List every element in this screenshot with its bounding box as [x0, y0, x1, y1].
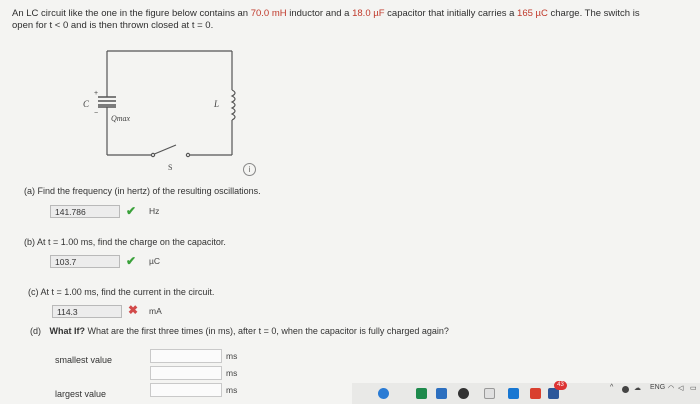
wifi-icon[interactable]: ◠	[668, 385, 675, 392]
time-input-2[interactable]	[150, 366, 222, 380]
app-icon[interactable]	[530, 388, 541, 399]
part-c-unit: mA	[149, 306, 162, 316]
problem-text: inductor and a	[289, 8, 350, 19]
time-unit-2: ms	[226, 368, 238, 378]
what-if-label: What If?	[49, 326, 86, 336]
problem-statement	[12, 8, 692, 32]
app-icon[interactable]	[458, 388, 469, 399]
part-c-answer-field[interactable]: 114.3	[52, 305, 122, 318]
part-b-question: (b) At t = 1.00 ms, find the charge on the capacitor.	[24, 237, 226, 247]
part-b-answer-field[interactable]: 103.7	[50, 255, 120, 268]
taskbar	[352, 383, 700, 404]
qmax-label: Qmax	[111, 114, 131, 123]
check-icon: ✔	[126, 254, 137, 268]
part-a-question: (a) Find the frequency (in hertz) of the resulting oscillations.	[24, 186, 261, 196]
minus-sign: −	[94, 110, 99, 117]
inductor-label: L	[214, 99, 220, 109]
switch-label: S	[168, 163, 173, 172]
chevron-up-icon[interactable]: ^	[610, 384, 614, 391]
largest-value-label: largest value	[55, 389, 107, 399]
part-b-unit: µC	[149, 256, 161, 266]
charge-value: 165 µC	[517, 8, 548, 19]
part-a-unit: Hz	[149, 206, 160, 216]
time-unit-1: ms	[226, 351, 238, 361]
capacitor-label: C	[83, 99, 90, 109]
cross-icon: ✖	[128, 303, 139, 317]
battery-icon[interactable]: ▭	[690, 385, 697, 392]
capacitance-value: 18.0 µF	[352, 8, 385, 19]
language-indicator[interactable]: ENG	[650, 384, 666, 391]
part-d-prefix: (d)	[30, 326, 41, 336]
problem-text: capacitor that initially carries a	[387, 8, 515, 19]
notification-badge: 43	[554, 381, 567, 390]
part-d-text: What are the first three times (in ms), after t = 0, when the capacitor is fully charged again?	[85, 326, 449, 336]
app-icon[interactable]	[378, 388, 389, 399]
inductance-value: 70.0 mH	[250, 8, 287, 19]
part-a-answer-field[interactable]: 141.786	[50, 205, 120, 218]
info-icon[interactable]: i	[243, 163, 256, 176]
problem-text-line2: open for t < 0 and is then thrown closed at t = 0.	[12, 20, 214, 31]
tray-app-icon[interactable]	[622, 386, 629, 393]
volume-icon[interactable]: ◁	[678, 385, 684, 392]
time-input-3[interactable]	[150, 383, 222, 397]
problem-text: charge. The switch is	[550, 8, 640, 19]
app-icon[interactable]	[508, 388, 519, 399]
problem-text: An LC circuit like the one in the figure below contains an	[12, 8, 249, 19]
lc-circuit-figure	[80, 45, 270, 175]
app-icon[interactable]	[484, 388, 495, 399]
part-d-question	[30, 326, 449, 336]
time-unit-3: ms	[226, 385, 238, 395]
time-input-1[interactable]	[150, 349, 222, 363]
plus-sign: +	[94, 90, 99, 97]
app-icon[interactable]	[416, 388, 427, 399]
app-icon[interactable]	[436, 388, 447, 399]
part-c-question: (c) At t = 1.00 ms, find the current in the circuit.	[28, 287, 215, 297]
smallest-value-label: smallest value	[55, 355, 113, 365]
cloud-icon[interactable]: ☁	[634, 385, 641, 392]
check-icon: ✔	[126, 204, 137, 218]
